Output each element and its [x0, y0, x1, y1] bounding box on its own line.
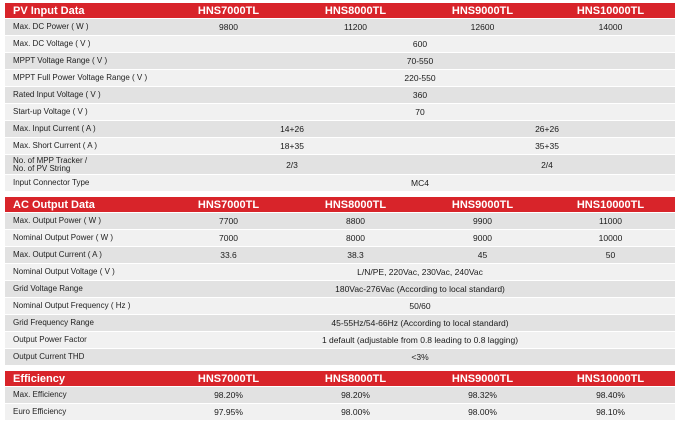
table-row — [5, 404, 675, 420]
table-row — [5, 281, 675, 297]
cell-value: 38.3 — [347, 250, 364, 260]
eff-header-row — [5, 371, 675, 386]
cell-value: 26+26 — [535, 124, 559, 134]
ac-model-header: HNS8000TL — [324, 198, 387, 211]
cell-value: 50/60 — [409, 301, 431, 311]
cell-value: 98.40% — [596, 390, 625, 400]
row-label: Max. Output Power ( W ) — [13, 216, 102, 225]
row-label: Max. Efficiency — [13, 390, 67, 399]
row-label: Rated Input Voltage ( V ) — [13, 90, 101, 99]
cell-value: 8000 — [346, 233, 365, 243]
row-label: Grid Frequency Range — [13, 318, 94, 327]
row-label: Max. Input Current ( A ) — [13, 124, 96, 133]
cell-value: 9000 — [473, 233, 492, 243]
row-label: Input Connector Type — [13, 178, 90, 187]
cell-value: 18+35 — [280, 141, 304, 151]
pv-header-row — [5, 3, 675, 18]
row-label: Nominal Output Frequency ( Hz ) — [13, 301, 131, 310]
cell-value: 9900 — [473, 216, 492, 226]
table-row — [5, 70, 675, 86]
row-label — [5, 155, 165, 174]
cell-value: 10000 — [598, 233, 623, 243]
cell-value: 11200 — [343, 22, 367, 32]
row-label: Output Current THD — [13, 352, 85, 361]
row-label: Max. DC Power ( W ) — [13, 22, 89, 31]
cell-value: 12600 — [470, 22, 495, 32]
row-label: Nominal Output Voltage ( V ) — [13, 267, 115, 276]
cell-value: 98.20% — [341, 390, 370, 400]
cell-value: 220-550 — [404, 73, 436, 83]
row-label: Output Power Factor — [13, 335, 87, 344]
cell-value: 97.95% — [214, 407, 243, 417]
cell-value: 180Vac-276Vac (According to local standard) — [335, 284, 505, 294]
ac-header-row — [5, 197, 675, 212]
ac-model-header: HNS9000TL — [451, 198, 514, 211]
cell-value: 2/4 — [541, 159, 553, 170]
table-row — [5, 298, 675, 314]
cell-value: 9800 — [219, 22, 238, 32]
table-row — [5, 213, 675, 229]
table-row — [5, 230, 675, 246]
eff-model-header: HNS8000TL — [324, 372, 387, 385]
row-label: MPPT Full Power Voltage Range ( V ) — [13, 73, 148, 82]
row-label: Max. Output Current ( A ) — [13, 250, 102, 259]
table-row — [5, 121, 675, 137]
cell-value: MC4 — [411, 178, 429, 188]
cell-value: 14000 — [598, 22, 623, 32]
pv-model-header: HNS7000TL — [197, 4, 260, 17]
cell-value: 98.00% — [341, 407, 370, 417]
table-row — [5, 53, 675, 69]
row-label: Nominal Output Power ( W ) — [13, 233, 114, 242]
cell-value: 70 — [415, 107, 425, 117]
ac-section-title: AC Output Data — [13, 198, 95, 211]
table-row — [5, 247, 675, 263]
cell-value: 98.00% — [468, 407, 497, 417]
pv-model-header: HNS10000TL — [576, 4, 645, 17]
table-row — [5, 19, 675, 35]
table-row — [5, 175, 675, 191]
cell-value: 98.32% — [468, 390, 497, 400]
pv-section-title: PV Input Data — [13, 4, 85, 17]
table-row — [5, 387, 675, 403]
table-row — [5, 87, 675, 103]
row-label: MPPT Voltage Range ( V ) — [13, 56, 108, 65]
table-row — [5, 349, 675, 365]
cell-value: 35+35 — [535, 141, 559, 151]
cell-value: 360 — [412, 90, 428, 100]
row-label: Grid Voltage Range — [13, 284, 83, 293]
eff-model-header: HNS7000TL — [197, 372, 260, 385]
cell-value: 50 — [605, 250, 616, 260]
cell-value: 7000 — [219, 233, 238, 243]
row-label-line: No. of MPP Tracker / — [13, 155, 88, 165]
table-row — [5, 138, 675, 154]
eff-model-header: HNS10000TL — [576, 372, 645, 385]
pv-model-header: HNS9000TL — [451, 4, 514, 17]
table-row — [5, 36, 675, 52]
cell-value: L/N/PE, 220Vac, 230Vac, 240Vac — [357, 267, 483, 277]
table-row — [5, 264, 675, 280]
ac-model-header: HNS7000TL — [197, 198, 260, 211]
cell-value: <3% — [411, 352, 429, 362]
cell-value: 8800 — [346, 216, 365, 226]
cell-value: 2/3 — [286, 159, 298, 170]
eff-section-title: Efficiency — [13, 372, 65, 385]
pv-model-header: HNS8000TL — [324, 4, 387, 17]
row-label: Max. Short Current ( A ) — [13, 141, 98, 150]
cell-value: 11000 — [598, 216, 622, 226]
cell-value: 98.10% — [596, 407, 625, 417]
table-row — [5, 155, 675, 174]
cell-value: 70-550 — [406, 56, 434, 66]
cell-value: 33.6 — [220, 250, 237, 260]
cell-value: 45 — [477, 250, 488, 260]
eff-model-header: HNS9000TL — [451, 372, 514, 385]
row-label: Start-up Voltage ( V ) — [13, 107, 88, 116]
row-label: Max. DC Voltage ( V ) — [13, 39, 91, 48]
table-row — [5, 332, 675, 348]
cell-value: 45-55Hz/54-66Hz (According to local standard) — [331, 318, 509, 328]
table-row — [5, 315, 675, 331]
row-label: Euro Efficiency — [13, 407, 67, 416]
cell-value: 1 default (adjustable from 0.8 leading to 0.8 lagging) — [321, 335, 519, 345]
cell-value: 98.20% — [214, 390, 243, 400]
cell-value: 600 — [412, 39, 428, 49]
cell-value: 14+26 — [280, 124, 304, 134]
row-label-line: No. of PV String — [13, 163, 71, 173]
ac-model-header: HNS10000TL — [576, 198, 645, 211]
table-row — [5, 104, 675, 120]
cell-value: 7700 — [219, 216, 238, 226]
